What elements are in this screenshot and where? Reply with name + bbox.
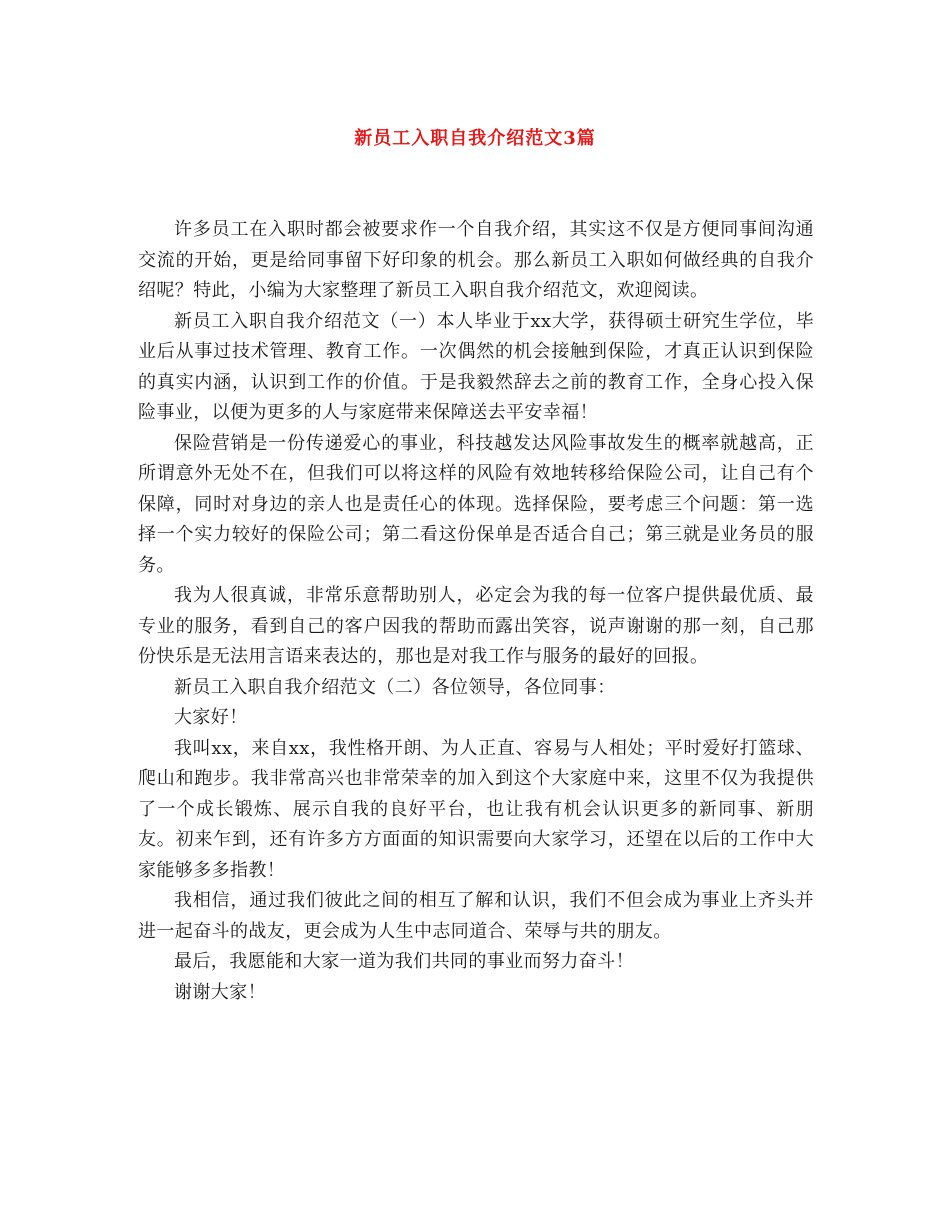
- document-title: 新员工入职自我介绍范文3篇: [354, 128, 596, 149]
- paragraph-greeting: 大家好！: [174, 707, 248, 728]
- document-body: [138, 215, 814, 1008]
- paragraph-sample-1: 新员工入职自我介绍范文（一）本人毕业于xx大学，获得硕士研究生学位，毕业后从事过技术管理、教育工作。一次偶然的机会接触到保险，才真正认识到保险的真实内涵，认识到工作的价值。于是我毅然辞去之前的教育工作，全身心投入保险事业，以便为更多的人与家庭带来保障送去平安幸福！: [138, 310, 814, 423]
- paragraph-closing: 最后，我愿能和大家一道为我们共同的事业而努力奋斗！: [174, 951, 634, 972]
- paragraph-thanks: 谢谢大家！: [174, 981, 266, 1003]
- paragraph-intro: 许多员工在入职时都会被要求作一个自我介绍，其实这不仅是方便同事间沟通交流的开始，更是给同事留下好印象的机会。那么新员工入职如何做经典的自我介绍呢？特此，小编为大家整理了新员工入职自我介绍范文，欢迎阅读。: [138, 219, 814, 301]
- paragraph-self-intro: 我叫xx，来自xx，我性格开朗、为人正直、容易与人相处；平时爱好打篮球、爬山和跑步。我非常高兴也非常荣幸的加入到这个大家庭中来，这里不仅为我提供了一个成长锻炼、展示自我的良好平台，也让我有机会认识更多的新同事、新朋友。初来乍到，还有许多方方面面的知识需要向大家学习，还望在以后的工作中大家能够多多指教！: [138, 737, 814, 881]
- paragraph-insurance: 保险营销是一份传递爱心的事业，科技越发达风险事故发生的概率就越高，正所谓意外无处不在，但我们可以将这样的风险有效地转移给保险公司，让自己有个保障，同时对身边的亲人也是责任心的体现。选择保险，要考虑三个问题：第一选择一个实力较好的保险公司；第二看这份保单是否适合自己；第三就是业务员的服务。: [138, 432, 814, 576]
- paragraph-service: 我为人很真诚，非常乐意帮助别人，必定会为我的每一位客户提供最优质、最专业的服务，看到自己的客户因我的帮助而露出笑容，说声谢谢的那一刻，自己那份快乐是无法用言语来表达的，那也是对我工作与服务的最好的回报。: [138, 585, 814, 667]
- paragraph-sample-2-heading: 新员工入职自我介绍范文（二）各位领导，各位同事：: [174, 676, 616, 698]
- paragraph-belief: 我相信，通过我们彼此之间的相互了解和认识，我们不但会成为事业上齐头并进一起奋斗的战友，更会成为人生中志同道合、荣辱与共的朋友。: [138, 890, 814, 942]
